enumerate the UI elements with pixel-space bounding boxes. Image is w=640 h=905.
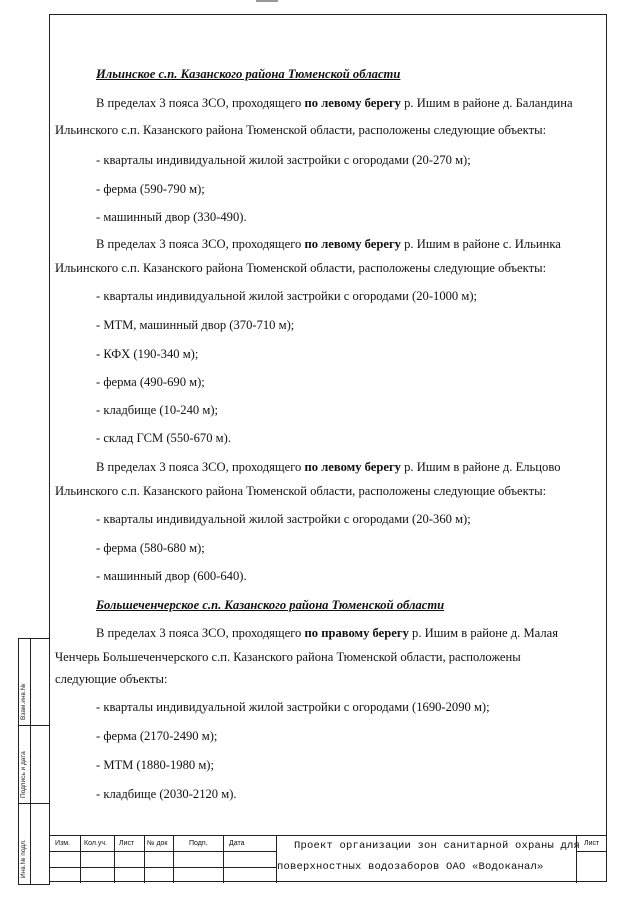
tb-col-doc: № док [147, 840, 168, 847]
section-heading-bolshechencherskoe: Большеченчерское с.п. Казанского района Тюменской области [96, 598, 445, 612]
list-item: - ферма (490-690 м); [96, 375, 205, 389]
side-label-inv: Инв.№ подл. [20, 839, 27, 878]
top-mark [256, 0, 278, 2]
paragraph-line: Ченчерь Большеченчерского с.п. Казанского района Тюменской области, расположены [55, 650, 521, 664]
side-label-podpis: Подпись и дата [20, 751, 27, 798]
list-item: - кварталы индивидуальной жилой застройки с огородами (20-270 м); [96, 153, 471, 167]
paragraph-line: В пределах 3 пояса ЗСО, проходящего по левому берегу р. Ишим в районе с. Ильинка [96, 237, 561, 251]
paragraph-line: В пределах 3 пояса ЗСО, проходящего по левому берегу р. Ишим в районе д. Баландина [96, 96, 573, 110]
side-line [18, 803, 49, 804]
list-item: - кварталы индивидуальной жилой застройки с огородами (1690-2090 м); [96, 700, 490, 714]
tb-col-izm: Изм. [55, 840, 70, 847]
paragraph-line: В пределах 3 пояса ЗСО, проходящего по левому берегу р. Ишим в районе д. Ельцово [96, 460, 561, 474]
paragraph-line: следующие объекты: [55, 672, 168, 686]
tb-title-line1: Проект организации зон санитарной охраны для [294, 840, 581, 852]
paragraph-line: Ильинского с.п. Казанского района Тюменской области, расположены следующие объекты: [55, 261, 547, 275]
list-item: - машинный двор (600-640). [96, 569, 247, 583]
list-item: - ферма (580-680 м); [96, 541, 205, 555]
list-item: - МТМ, машинный двор (370-710 м); [96, 318, 295, 332]
paragraph-line: В пределах 3 пояса ЗСО, проходящего по правому берегу р. Ишим в районе д. Малая [96, 626, 559, 640]
page-frame [49, 14, 607, 882]
list-item: - КФХ (190-340 м); [96, 347, 199, 361]
list-item: - МТМ (1880-1980 м); [96, 758, 214, 772]
list-item: - ферма (590-790 м); [96, 182, 205, 196]
side-line [18, 638, 49, 639]
paragraph-line: Ильинского с.п. Казанского района Тюменской области, расположены следующие объекты: [55, 484, 547, 498]
tb-title-line2: поверхностных водозаборов ОАО «Водоканал» [277, 861, 544, 873]
side-label-vzam: Взам.инв.№ [20, 683, 27, 720]
list-item: - кварталы индивидуальной жилой застройки с огородами (20-1000 м); [96, 289, 478, 303]
tb-col-list: Лист [119, 840, 135, 847]
tb-col-kol: Кол.уч. [84, 840, 107, 847]
paragraph-line: Ильинского с.п. Казанского района Тюменской области, расположены следующие объекты: [55, 123, 547, 137]
tb-sheet-label: Лист [584, 840, 600, 847]
side-line [18, 884, 49, 885]
side-stamp-col-2 [29, 638, 50, 885]
list-item: - кладбище (10-240 м); [96, 403, 219, 417]
list-item: - кварталы индивидуальной жилой застройки с огородами (20-360 м); [96, 512, 471, 526]
list-item: - машинный двор (330-490). [96, 210, 247, 224]
list-item: - ферма (2170-2490 м); [96, 729, 218, 743]
title-block [49, 835, 607, 883]
tb-col-podp: Подп. [189, 840, 208, 847]
section-heading-ilinskoe: Ильинское с.п. Казанского района Тюменской области [96, 67, 401, 81]
list-item: - кладбище (2030-2120 м). [96, 787, 237, 801]
side-line [18, 725, 49, 726]
list-item: - склад ГСМ (550-670 м). [96, 431, 231, 445]
tb-col-data: Дата [229, 840, 245, 847]
